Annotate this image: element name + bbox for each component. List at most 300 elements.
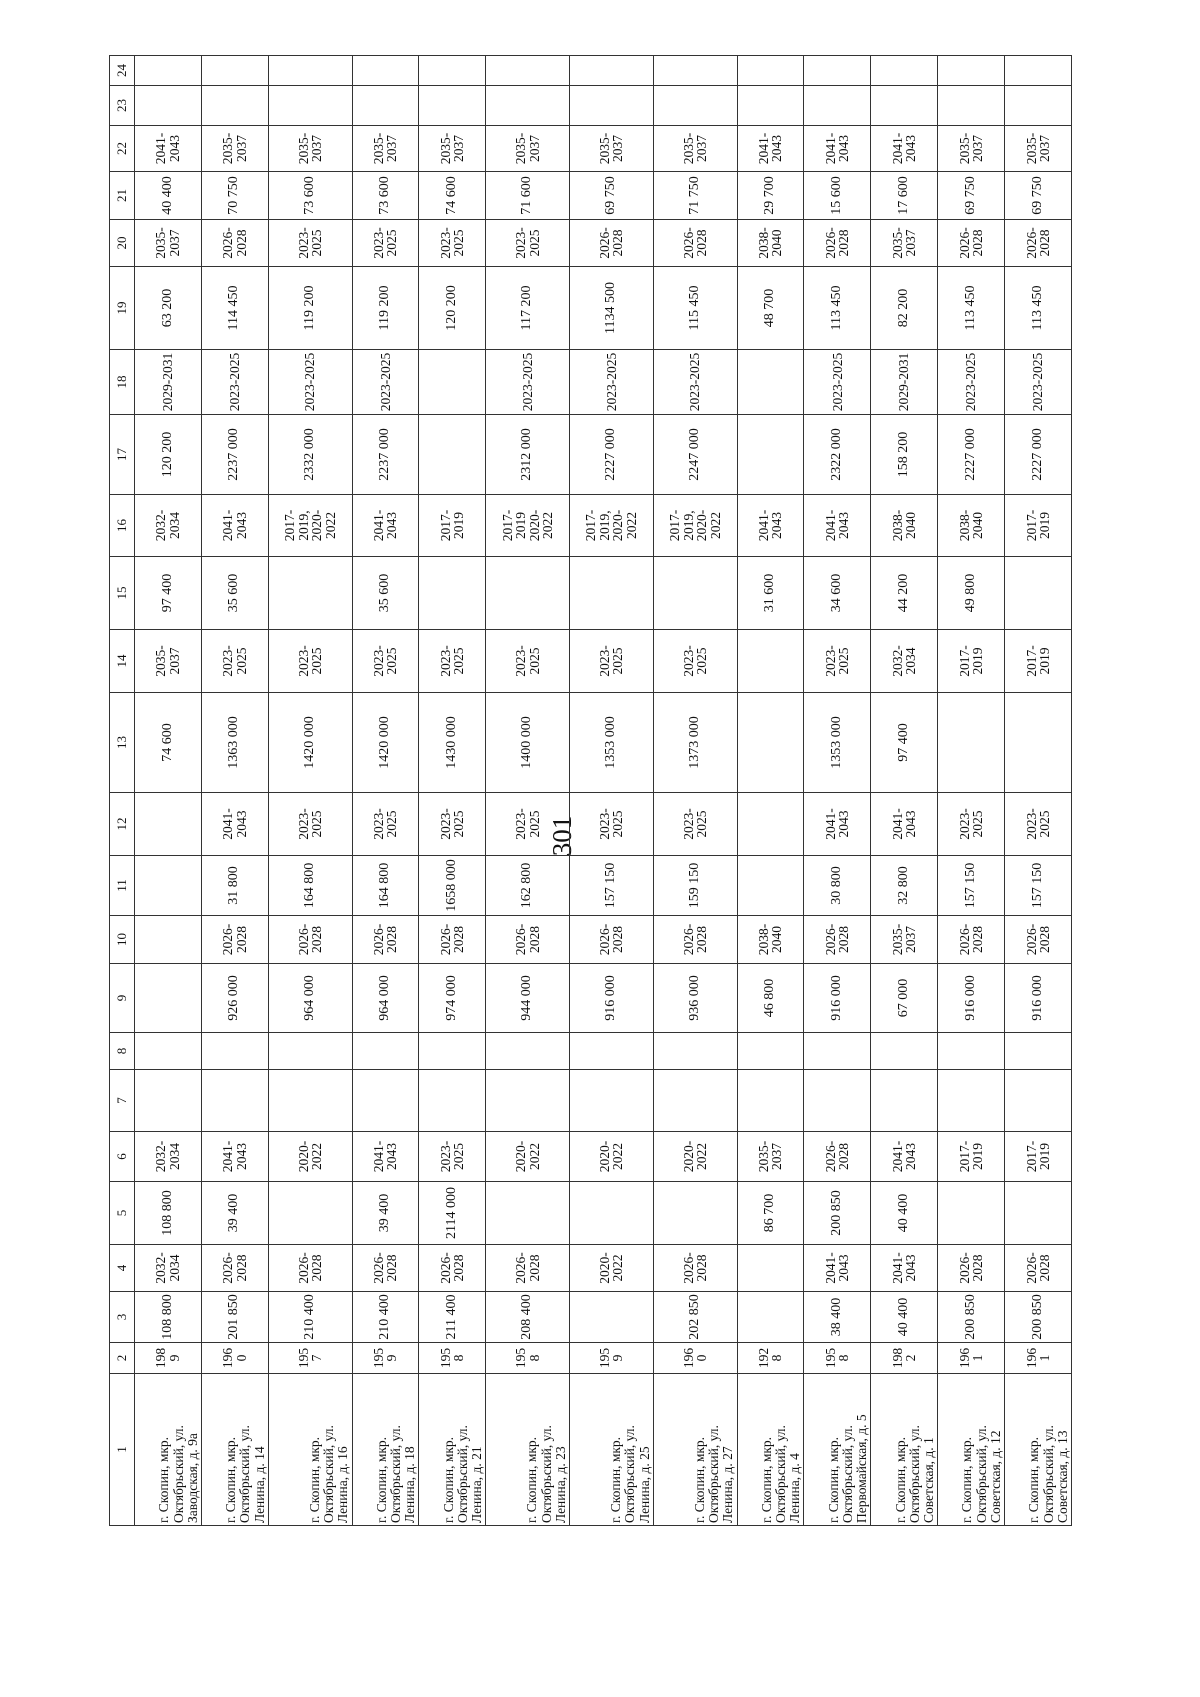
table-cell: 49 800: [938, 557, 1005, 630]
table-cell: 2035-2037: [570, 126, 654, 172]
table-cell: [737, 630, 804, 693]
table-cell: 40 400: [871, 1292, 938, 1343]
table-cell: [570, 86, 654, 126]
table-cell: [570, 1182, 654, 1245]
table-cell: [938, 56, 1005, 86]
table-cell: 2020-2022: [653, 1132, 737, 1182]
table-cell: [653, 56, 737, 86]
table-cell: [938, 1070, 1005, 1132]
table-cell: 2026-2028: [419, 1245, 486, 1292]
table-cell: 2023-2025: [653, 793, 737, 856]
table-cell: [486, 86, 570, 126]
column-header-10: 10: [110, 916, 135, 964]
address-cell: г. Скопин, мкр. Октябрьский, ул. Советская, д. 1: [871, 1374, 938, 1526]
year-built-cell: 1961: [938, 1343, 1005, 1374]
table-cell: 2023-2025: [268, 793, 352, 856]
table-cell: 114 450: [201, 267, 268, 350]
column-header-11: 11: [110, 856, 135, 916]
address-cell: г. Скопин, мкр. Октябрьский, ул. Ленина, д. 25: [570, 1374, 654, 1526]
table-cell: [135, 856, 202, 916]
table-cell: 119 200: [268, 267, 352, 350]
address-cell: г. Скопин, мкр. Октябрьский, ул. Советская, д. 12: [938, 1374, 1005, 1526]
table-cell: [737, 86, 804, 126]
column-header-4: 4: [110, 1245, 135, 1292]
table-cell: [135, 1033, 202, 1070]
table-cell: 70 750: [201, 172, 268, 220]
table-cell: [419, 415, 486, 495]
table-cell: [486, 1033, 570, 1070]
table-row: [135, 56, 202, 1526]
table-cell: 2041-2043: [352, 1132, 419, 1182]
address-cell: г. Скопин, мкр. Октябрьский, ул. Советская, д. 13: [1005, 1374, 1072, 1526]
table-cell: 2023-2025: [352, 350, 419, 415]
table-cell: 1373 000: [653, 693, 737, 793]
table-cell: 2023-2025: [201, 350, 268, 415]
table-cell: 31 800: [201, 856, 268, 916]
table-cell: 2032-2034: [135, 495, 202, 557]
table-cell: 2020-2022: [268, 1132, 352, 1182]
column-header-6: 6: [110, 1132, 135, 1182]
table-cell: 1134 500: [570, 267, 654, 350]
year-built-cell: 1960: [653, 1343, 737, 1374]
table-cell: 2023-2025: [1005, 350, 1072, 415]
table-cell: 200 850: [938, 1292, 1005, 1343]
table-cell: [135, 916, 202, 964]
table-cell: 2023-2025: [804, 630, 871, 693]
table-cell: 71 600: [486, 172, 570, 220]
table-cell: 2023-2025: [938, 793, 1005, 856]
table-cell: 2035-2037: [737, 1132, 804, 1182]
table-cell: 2023-2025: [419, 630, 486, 693]
capital-repair-schedule-table: [109, 55, 1072, 1526]
column-header-5: 5: [110, 1182, 135, 1245]
table-cell: [804, 56, 871, 86]
table-cell: [653, 1033, 737, 1070]
table-cell: [135, 86, 202, 126]
table-cell: [938, 1182, 1005, 1245]
table-cell: [570, 1033, 654, 1070]
table-cell: 2041-2043: [135, 126, 202, 172]
table-cell: 2023-2025: [570, 630, 654, 693]
table-cell: 69 750: [1005, 172, 1072, 220]
table-cell: 2227 000: [938, 415, 1005, 495]
table-cell: 2041-2043: [804, 126, 871, 172]
table-cell: 916 000: [804, 964, 871, 1033]
table-cell: 2035-2037: [871, 916, 938, 964]
table-cell: 944 000: [486, 964, 570, 1033]
table-cell: 2227 000: [1005, 415, 1072, 495]
table-row: [871, 56, 938, 1526]
table-row: [653, 56, 737, 1526]
table-cell: 157 150: [1005, 856, 1072, 916]
table-cell: 2017-2019, 2020-2022: [268, 495, 352, 557]
table-cell: 2020-2022: [486, 1132, 570, 1182]
table-cell: 2026-2028: [201, 220, 268, 267]
table-cell: 31 600: [737, 557, 804, 630]
table-cell: 2035-2037: [938, 126, 1005, 172]
table-cell: 2247 000: [653, 415, 737, 495]
table-cell: 157 150: [570, 856, 654, 916]
table-cell: [737, 56, 804, 86]
table-body: [110, 56, 1072, 1526]
table-cell: 2041-2043: [871, 793, 938, 856]
table-cell: [1005, 1033, 1072, 1070]
table-cell: 201 850: [201, 1292, 268, 1343]
table-cell: 30 800: [804, 856, 871, 916]
table-cell: [352, 56, 419, 86]
year-built-cell: 1959: [570, 1343, 654, 1374]
table-cell: 40 400: [871, 1182, 938, 1245]
table-cell: [938, 1033, 1005, 1070]
table-cell: [268, 1033, 352, 1070]
table-cell: [352, 86, 419, 126]
table-cell: [737, 856, 804, 916]
address-cell: г. Скопин, мкр. Октябрьский, ул. Заводская, д. 9а: [135, 1374, 202, 1526]
column-header-12: 12: [110, 793, 135, 856]
table-cell: 916 000: [938, 964, 1005, 1033]
table-cell: 2026-2028: [653, 220, 737, 267]
table-cell: [570, 557, 654, 630]
table-cell: 2023-2025: [268, 350, 352, 415]
column-header-8: 8: [110, 1033, 135, 1070]
table-row: [804, 56, 871, 1526]
column-header-16: 16: [110, 495, 135, 557]
table-cell: 916 000: [1005, 964, 1072, 1033]
table-cell: 2023-2025: [268, 630, 352, 693]
table-cell: [419, 56, 486, 86]
table-cell: 48 700: [737, 267, 804, 350]
table-cell: 2026-2028: [570, 916, 654, 964]
table-cell: [871, 86, 938, 126]
table-cell: 1353 000: [570, 693, 654, 793]
table-cell: [201, 1070, 268, 1132]
table-cell: 164 800: [352, 856, 419, 916]
table-cell: 2023-2025: [352, 630, 419, 693]
table-cell: 17 600: [871, 172, 938, 220]
table-cell: 2020-2022: [570, 1132, 654, 1182]
table-cell: 2026-2028: [1005, 220, 1072, 267]
table-cell: [1005, 56, 1072, 86]
column-header-14: 14: [110, 630, 135, 693]
table-cell: 2035-2037: [352, 126, 419, 172]
table-cell: 2026-2028: [804, 220, 871, 267]
table-cell: 1420 000: [268, 693, 352, 793]
table-cell: [268, 557, 352, 630]
table-cell: [268, 1182, 352, 1245]
table-cell: 73 600: [352, 172, 419, 220]
table-cell: [268, 86, 352, 126]
table-row: [419, 56, 486, 1526]
table-cell: [938, 693, 1005, 793]
table-cell: 40 400: [135, 172, 202, 220]
year-built-cell: 1961: [1005, 1343, 1072, 1374]
table-cell: 926 000: [201, 964, 268, 1033]
table-cell: 2332 000: [268, 415, 352, 495]
table-cell: 32 800: [871, 856, 938, 916]
table-cell: 2026-2028: [419, 916, 486, 964]
table-cell: 2237 000: [201, 415, 268, 495]
table-cell: 2026-2028: [352, 1245, 419, 1292]
table-cell: 2041-2043: [871, 1245, 938, 1292]
table-cell: 74 600: [419, 172, 486, 220]
table-cell: [653, 86, 737, 126]
table-cell: 119 200: [352, 267, 419, 350]
year-built-cell: 1958: [804, 1343, 871, 1374]
table-cell: 44 200: [871, 557, 938, 630]
table-cell: 2017-2019, 2020-2022: [570, 495, 654, 557]
table-cell: [135, 964, 202, 1033]
table-cell: 1400 000: [486, 693, 570, 793]
table-cell: [135, 56, 202, 86]
table-cell: 2322 000: [804, 415, 871, 495]
table-cell: 2041-2043: [352, 495, 419, 557]
table-row: [570, 56, 654, 1526]
table-cell: 2026-2028: [938, 916, 1005, 964]
table-cell: [419, 557, 486, 630]
table-cell: 108 800: [135, 1182, 202, 1245]
table-cell: [352, 1070, 419, 1132]
table-cell: 113 450: [938, 267, 1005, 350]
table-cell: 2026-2028: [268, 916, 352, 964]
table-cell: 39 400: [352, 1182, 419, 1245]
table-cell: 1363 000: [201, 693, 268, 793]
table-cell: 2038-2040: [737, 916, 804, 964]
table-cell: 97 400: [135, 557, 202, 630]
table-cell: 82 200: [871, 267, 938, 350]
table-cell: [1005, 693, 1072, 793]
table-cell: [268, 1070, 352, 1132]
table-cell: 964 000: [352, 964, 419, 1033]
year-built-cell: 1960: [201, 1343, 268, 1374]
column-header-9: 9: [110, 964, 135, 1033]
table-cell: 2026-2028: [486, 916, 570, 964]
table-cell: 2023-2025: [570, 350, 654, 415]
table-cell: 2041-2043: [804, 793, 871, 856]
table-cell: 2237 000: [352, 415, 419, 495]
table-row: [352, 56, 419, 1526]
address-cell: г. Скопин, мкр. Октябрьский, ул. Ленина, д. 14: [201, 1374, 268, 1526]
address-cell: г. Скопин, мкр. Октябрьский, ул. Ленина, д. 4: [737, 1374, 804, 1526]
table-cell: 1353 000: [804, 693, 871, 793]
table-cell: 1420 000: [352, 693, 419, 793]
table-row: [201, 56, 268, 1526]
table-cell: 15 600: [804, 172, 871, 220]
table-cell: [570, 1292, 654, 1343]
table-cell: [871, 1033, 938, 1070]
table-cell: 1658 000: [419, 856, 486, 916]
table-cell: 2041-2043: [804, 495, 871, 557]
table-cell: 120 200: [135, 415, 202, 495]
table-cell: 113 450: [804, 267, 871, 350]
table-cell: 2032-2034: [135, 1245, 202, 1292]
table-cell: 2020-2022: [570, 1245, 654, 1292]
table-cell: 164 800: [268, 856, 352, 916]
table-cell: 2026-2028: [201, 916, 268, 964]
column-header-2: 2: [110, 1343, 135, 1374]
table-cell: [486, 56, 570, 86]
year-built-cell: 1982: [871, 1343, 938, 1374]
table-cell: 2023-2025: [653, 350, 737, 415]
column-header-18: 18: [110, 350, 135, 415]
table-cell: [1005, 557, 1072, 630]
table-cell: [804, 1070, 871, 1132]
table-cell: 2026-2028: [653, 1245, 737, 1292]
table-cell: 67 000: [871, 964, 938, 1033]
table-cell: 2017-2019 2020-2022: [486, 495, 570, 557]
table-cell: 2026-2028: [1005, 1245, 1072, 1292]
table-cell: 2023-2025: [201, 630, 268, 693]
table-cell: 200 850: [1005, 1292, 1072, 1343]
table-cell: 2035-2037: [486, 126, 570, 172]
table-cell: [1005, 86, 1072, 126]
address-cell: г. Скопин, мкр. Октябрьский, ул. Ленина, д. 23: [486, 1374, 570, 1526]
table-cell: 34 600: [804, 557, 871, 630]
table-cell: 71 750: [653, 172, 737, 220]
table-cell: 46 800: [737, 964, 804, 1033]
table-cell: [653, 557, 737, 630]
year-built-cell: 1958: [486, 1343, 570, 1374]
table-cell: 2026-2028: [804, 1132, 871, 1182]
table-cell: 2035-2037: [268, 126, 352, 172]
table-cell: 211 400: [419, 1292, 486, 1343]
table-cell: 2038-2040: [938, 495, 1005, 557]
table-cell: 2023-2025: [419, 220, 486, 267]
table-cell: 202 850: [653, 1292, 737, 1343]
table-cell: 2023-2025: [486, 350, 570, 415]
table-cell: 2035-2037: [419, 126, 486, 172]
table-cell: [201, 56, 268, 86]
table-cell: 2041-2043: [201, 1132, 268, 1182]
table-cell: 2041-2043: [871, 126, 938, 172]
table-cell: 2041-2043: [737, 126, 804, 172]
table-row: [1005, 56, 1072, 1526]
column-header-13: 13: [110, 693, 135, 793]
table-cell: 159 150: [653, 856, 737, 916]
table-cell: [352, 1033, 419, 1070]
table-cell: 2041-2043: [201, 495, 268, 557]
table-cell: [737, 1245, 804, 1292]
table-cell: 2035-2037: [653, 126, 737, 172]
table-cell: 35 600: [352, 557, 419, 630]
table-cell: 69 750: [938, 172, 1005, 220]
table-cell: 2032-2034: [871, 630, 938, 693]
table-cell: 2023-2025: [419, 1132, 486, 1182]
table-cell: 2029-2031: [871, 350, 938, 415]
table-cell: 2023-2025: [804, 350, 871, 415]
table-cell: [737, 415, 804, 495]
table-cell: 2017-2019: [419, 495, 486, 557]
table-cell: 916 000: [570, 964, 654, 1033]
table-cell: 2023-2025: [486, 793, 570, 856]
table-cell: 108 800: [135, 1292, 202, 1343]
address-cell: г. Скопин, мкр. Октябрьский, ул. Ленина, д. 16: [268, 1374, 352, 1526]
year-built-cell: 1989: [135, 1343, 202, 1374]
table-cell: 2017-2019: [1005, 495, 1072, 557]
column-header-3: 3: [110, 1292, 135, 1343]
table-cell: 2026-2028: [938, 1245, 1005, 1292]
table-cell: 2026-2028: [268, 1245, 352, 1292]
table-cell: 2026-2028: [653, 916, 737, 964]
table-row: [938, 56, 1005, 1526]
address-cell: г. Скопин, мкр. Октябрьский, ул. Ленина, д. 18: [352, 1374, 419, 1526]
year-built-cell: 1928: [737, 1343, 804, 1374]
table-cell: 74 600: [135, 693, 202, 793]
table-cell: 2023-2025: [352, 793, 419, 856]
table-cell: 974 000: [419, 964, 486, 1033]
table-cell: 2023-2025: [419, 793, 486, 856]
table-cell: [419, 1070, 486, 1132]
table-cell: 2029-2031: [135, 350, 202, 415]
table-cell: [804, 1033, 871, 1070]
column-header-20: 20: [110, 220, 135, 267]
table-row: [268, 56, 352, 1526]
table-cell: 69 750: [570, 172, 654, 220]
table-cell: [653, 1070, 737, 1132]
table-cell: 2114 000: [419, 1182, 486, 1245]
column-header-22: 22: [110, 126, 135, 172]
year-built-cell: 1958: [419, 1343, 486, 1374]
table-cell: 97 400: [871, 693, 938, 793]
table-cell: 2041-2043: [201, 793, 268, 856]
table-cell: 2017-2019: [938, 1132, 1005, 1182]
column-header-1: 1: [110, 1374, 135, 1526]
table-cell: 200 850: [804, 1182, 871, 1245]
column-header-7: 7: [110, 1070, 135, 1132]
table-cell: 86 700: [737, 1182, 804, 1245]
table-cell: 113 450: [1005, 267, 1072, 350]
table-cell: 2035-2037: [201, 126, 268, 172]
address-cell: г. Скопин, мкр. Октябрьский, ул. Ленина, д. 27: [653, 1374, 737, 1526]
table-cell: 39 400: [201, 1182, 268, 1245]
table-cell: 2026-2028: [201, 1245, 268, 1292]
table-cell: 2017-2019: [1005, 1132, 1072, 1182]
table-cell: [1005, 1070, 1072, 1132]
table-cell: 2312 000: [486, 415, 570, 495]
address-cell: г. Скопин, мкр. Октябрьский, ул. Ленина, д. 21: [419, 1374, 486, 1526]
table-cell: 2026-2028: [938, 220, 1005, 267]
table-cell: [737, 693, 804, 793]
table-cell: 2026-2028: [570, 220, 654, 267]
table-cell: 2023-2025: [352, 220, 419, 267]
table-cell: [135, 1070, 202, 1132]
table-cell: [570, 1070, 654, 1132]
table-cell: [1005, 1182, 1072, 1245]
table-row: [737, 56, 804, 1526]
table-cell: [486, 1070, 570, 1132]
year-built-cell: 1957: [268, 1343, 352, 1374]
table-cell: [653, 1182, 737, 1245]
table-cell: [419, 350, 486, 415]
table-cell: 157 150: [938, 856, 1005, 916]
table-cell: 117 200: [486, 267, 570, 350]
column-number-header-row: [110, 56, 135, 1526]
table-cell: 63 200: [135, 267, 202, 350]
table-cell: 2023-2025: [653, 630, 737, 693]
table-cell: 2032-2034: [135, 1132, 202, 1182]
table-cell: [871, 1070, 938, 1132]
column-header-15: 15: [110, 557, 135, 630]
table-cell: 2041-2043: [737, 495, 804, 557]
table-cell: 2041-2043: [871, 1132, 938, 1182]
table-cell: 964 000: [268, 964, 352, 1033]
table-cell: 2041-2043: [804, 1245, 871, 1292]
table-cell: [201, 86, 268, 126]
table-cell: [268, 56, 352, 86]
table-cell: 162 800: [486, 856, 570, 916]
table-cell: [737, 793, 804, 856]
table-cell: 2026-2028: [352, 916, 419, 964]
page-number: 301: [547, 815, 577, 857]
